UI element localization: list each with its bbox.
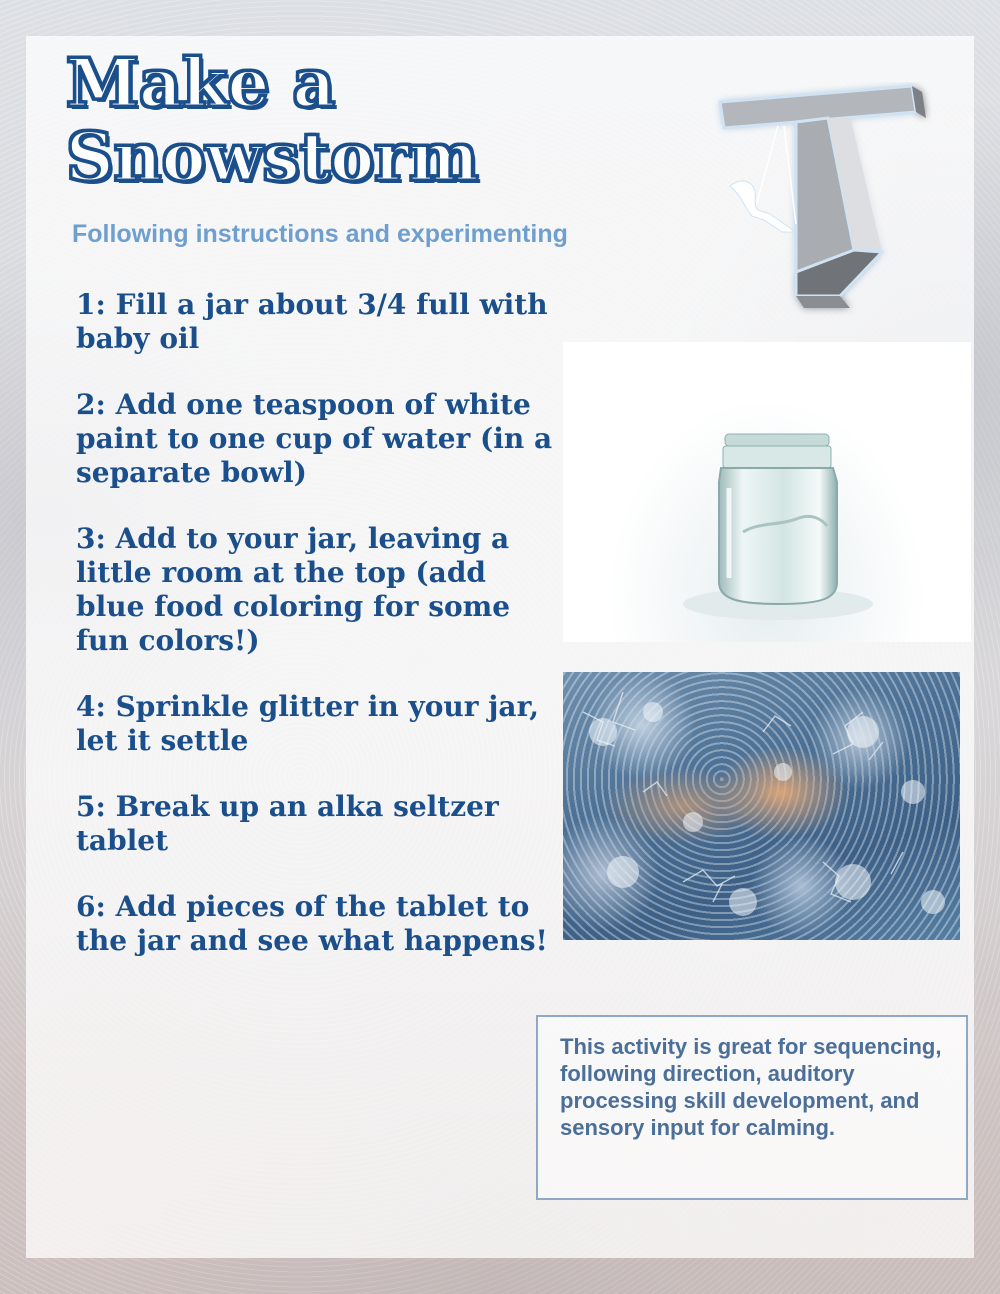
step-3: 3: Add to your jar, leaving a little room at the top (add blue food coloring for some fun colors!) [76, 522, 511, 657]
title-line-1: Make a [66, 44, 336, 122]
mason-jar-photo [563, 342, 971, 642]
title-line-2: Snowstorm [66, 118, 479, 196]
frost-window-photo [563, 672, 960, 940]
step-2: 2: Add one teaspoon of white paint to one cup of water (in a separate bowl) [76, 388, 553, 489]
step-list [76, 288, 556, 990]
page-subtitle: Following instructions and experimenting [72, 220, 568, 248]
step-4: 4: Sprinkle glitter in your jar, let it settle [76, 690, 540, 757]
step-6: 6: Add pieces of the tablet to the jar and see what happens! [76, 890, 548, 957]
swing-logo-icon [700, 82, 932, 338]
activity-benefits-text: This activity is great for sequencing, following direction, auditory processing skill development, and sensory input for calming. [560, 1034, 942, 1140]
step-1: 1: Fill a jar about 3/4 full with baby oil [76, 288, 548, 355]
page-title [66, 46, 586, 194]
activity-benefits-box [536, 1015, 968, 1200]
step-5: 5: Break up an alka seltzer tablet [76, 790, 499, 857]
